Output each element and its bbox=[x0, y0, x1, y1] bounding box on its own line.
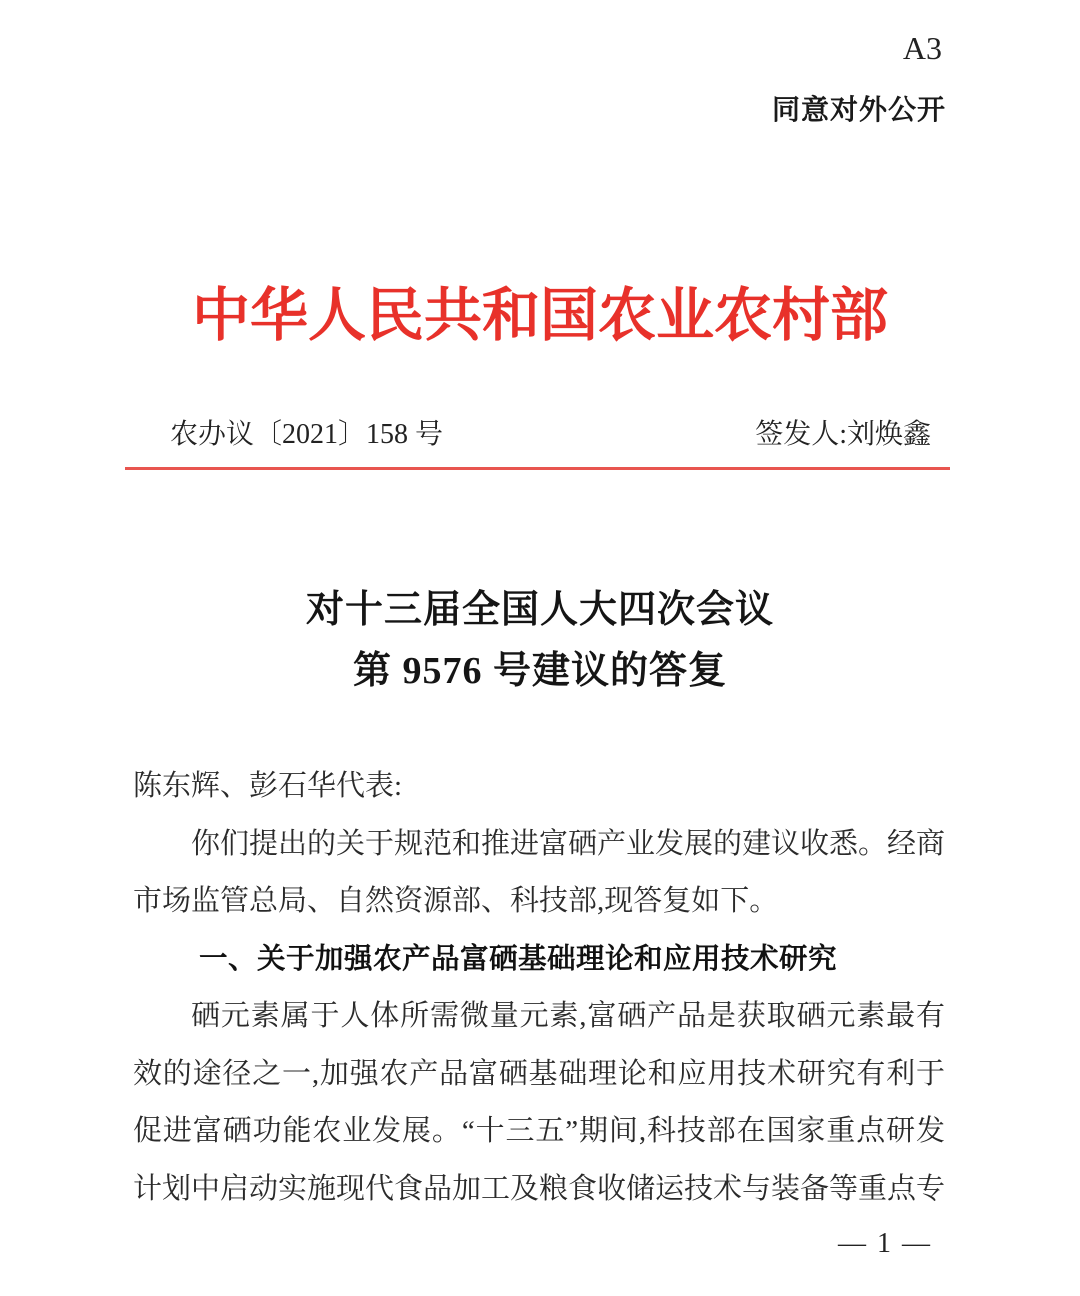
paragraph-2-line-3: 促进富硒功能农业发展。“十三五”期间,科技部在国家重点研发 bbox=[133, 1115, 945, 1147]
paragraph-1-line-2: 市场监管总局、自然资源部、科技部,现答复如下。 bbox=[133, 885, 779, 917]
corner-label: A3 bbox=[902, 30, 942, 66]
paragraph-1-line-1: 你们提出的关于规范和推进富硒产业发展的建议收悉。经商 bbox=[191, 827, 946, 860]
doc-info-row bbox=[133, 412, 945, 452]
document-title bbox=[0, 580, 1080, 702]
agency-letterhead-title: 中华人民共和国农业农村部 bbox=[191, 283, 888, 348]
salutation: 陈东辉、彭石华代表: bbox=[133, 770, 403, 802]
document-body bbox=[133, 758, 945, 1218]
issuer: 签发人:刘焕鑫 bbox=[755, 419, 931, 450]
paragraph-2-line-2: 效的途径之一,加强农产品富硒基础理论和应用技术研究有利于 bbox=[133, 1057, 945, 1090]
red-divider bbox=[125, 467, 950, 470]
page-number: — 1 — bbox=[838, 1228, 932, 1259]
paragraph-2-line-4: 计划中启动实施现代食品加工及粮食收储运技术与装备等重点专 bbox=[133, 1172, 946, 1205]
document-title-line-1: 对十三届全国人大四次会议 bbox=[305, 589, 774, 631]
document-title-line-2: 第 9576 号建议的答复 bbox=[352, 650, 727, 692]
paragraph-2-line-1: 硒元素属于人体所需微量元素,富硒产品是获取硒元素最有 bbox=[191, 1000, 945, 1032]
disclosure-note: 同意对外公开 bbox=[771, 94, 946, 125]
doc-number: 农办议〔2021〕158 号 bbox=[170, 419, 444, 450]
section-heading-1: 一、关于加强农产品富硒基础理论和应用技术研究 bbox=[199, 942, 838, 975]
